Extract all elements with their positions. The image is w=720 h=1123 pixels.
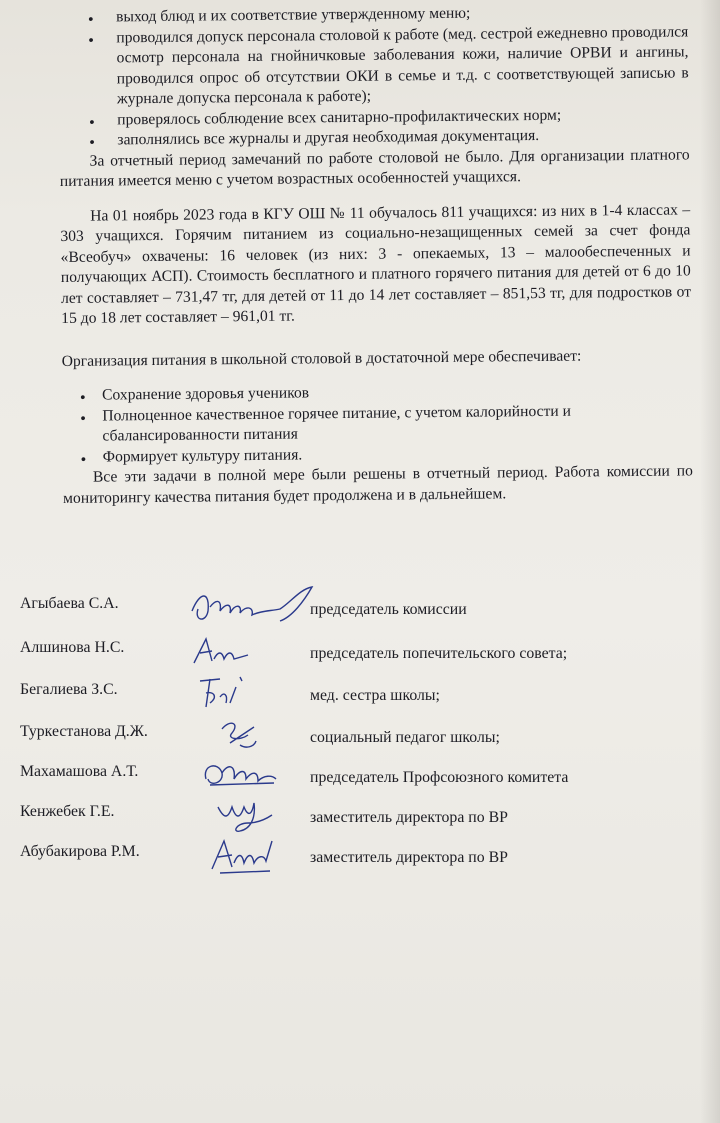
organization-bullet-list xyxy=(62,379,693,468)
signatory-row xyxy=(20,763,700,803)
inspection-bullet-list xyxy=(58,1,689,151)
signatory-role: заместитель директора по ВР xyxy=(310,849,508,866)
signatory-name: Агыбаева С.А. xyxy=(20,595,119,612)
signatory-name: Бегалиева З.С. xyxy=(20,681,118,698)
signatory-row xyxy=(20,803,700,843)
page-edge-shadow xyxy=(700,0,720,1123)
list-item: ● проводился допуск персонала столовой к работе (мед. сестрой ежедневно проводился осмотр персонала на гнойничковые заболевания кожи, наличие ОРВИ и ангины, проводился опрос об отсутствии ОКИ в семье и т.д. с соответствующей записью в журнале допуска персонала к работе); xyxy=(116,22,689,110)
signatory-role: председатель попечительского совета; xyxy=(310,645,568,662)
signatory-name: Кенжебек Г.Е. xyxy=(20,803,115,820)
organization-intro: Организация питания в школьной столовой в достаточной мере обеспечивает: xyxy=(61,347,582,370)
list-item: ● Полноценное качественное горячее питание, с учетом калорийности и сбалансированности питания xyxy=(102,400,692,447)
conclusion-paragraph: Все эти задачи в полной мере были решены в отчетный период. Работа комиссии по мониторингу качества питания будет продолжена и в дальнейшем. xyxy=(63,462,693,507)
signatory-row xyxy=(20,843,700,883)
signatory-role: заместитель директора по ВР xyxy=(310,809,508,826)
signatory-row xyxy=(20,595,700,635)
handwritten-signature xyxy=(206,829,296,884)
list-item: ● заполнялись все журналы и другая необходимая документация. xyxy=(117,124,689,150)
signatory-row xyxy=(20,723,700,763)
signatory-role: председатель Профсоюзного комитета xyxy=(310,769,569,786)
list-item: ● Формирует культуру питания. xyxy=(103,441,693,468)
signatory-name: Алшинова Н.С. xyxy=(20,639,125,656)
signatory-name: Махамашова А.Т. xyxy=(20,763,139,780)
signatory-name: Абубакирова Р.М. xyxy=(20,843,140,860)
signatory-row xyxy=(20,639,700,679)
list-item: ● выход блюд и их соответствие утвержденному меню; xyxy=(116,1,688,27)
remarks-paragraph: За отчетный период замечаний по работе столовой не было. Для организации платного питания имеется меню с учетом возрастных особенностей учащихся. xyxy=(59,145,690,190)
signatory-role: председатель комиссии xyxy=(310,601,467,618)
signatory-role: социальный педагог школы; xyxy=(310,729,500,746)
statistics-paragraph: На 01 ноябрь 2023 года в КГУ ОШ № 11 обучалось 811 учащихся: из них в 1-4 классах – 303 учащихся. Горячим питанием из социально-незащищенных семей за счет фонда «Всеобуч» охвачены: 16 человек (из них: 3 - опекаемых, 13 – малообеспеченных и получающих АСП). Стоимость бесплатного и платного горячего питания для детей от 6 до 10 лет составляет – 731,47 тг, для детей от 11 до 14 лет составляет – 851,53 тг, для подростков от 15 до 18 лет составляет – 961,01 тг. xyxy=(60,200,692,327)
list-item: ● проверялось соблюдение всех санитарно-профилактических норм; xyxy=(117,104,689,130)
list-item: ● Сохранение здоровья учеников xyxy=(102,379,692,406)
signatory-name: Туркестанова Д.Ж. xyxy=(20,723,148,740)
handwritten-signature xyxy=(180,581,330,631)
signatory-row xyxy=(20,681,700,721)
signatory-role: мед. сестра школы; xyxy=(310,687,440,704)
report-body xyxy=(58,1,693,509)
